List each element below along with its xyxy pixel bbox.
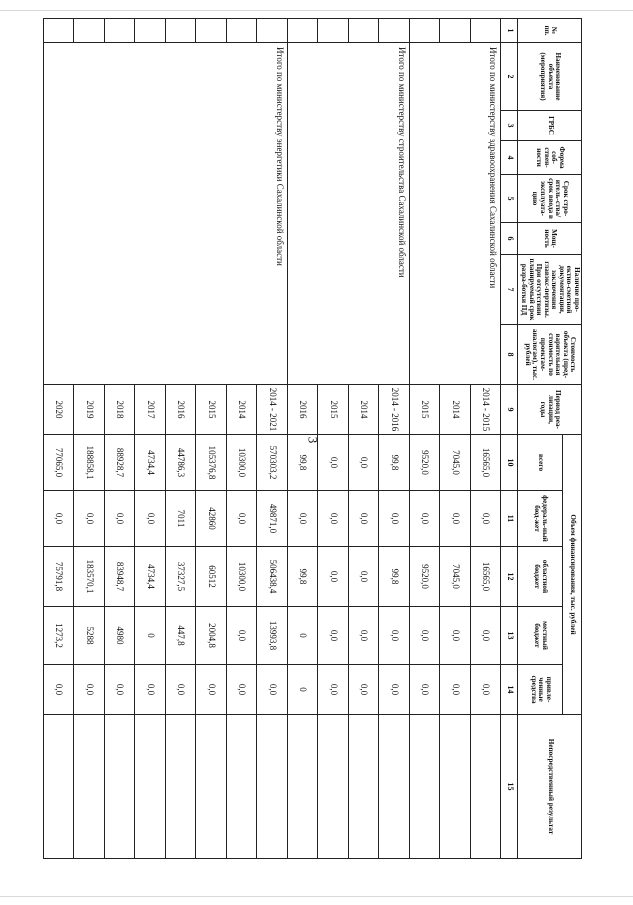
empty-cell bbox=[74, 19, 105, 43]
header-col10: всего bbox=[518, 435, 563, 491]
finance-table bbox=[43, 18, 582, 859]
local-cell: 2004,8 bbox=[196, 607, 227, 665]
column-number: 4 bbox=[501, 141, 518, 175]
period-cell: 2018 bbox=[104, 385, 135, 435]
empty-cell bbox=[135, 19, 166, 43]
page-number: 3 bbox=[305, 436, 321, 444]
local-cell: 0 bbox=[287, 607, 318, 665]
attracted-cell: 0,0 bbox=[74, 665, 105, 715]
total-cell: 570303,2 bbox=[257, 435, 288, 491]
empty-cell bbox=[440, 19, 471, 43]
federal-cell: 0,0 bbox=[287, 491, 318, 547]
empty-cell bbox=[409, 19, 440, 43]
result-cell bbox=[43, 715, 74, 859]
local-cell: 0 bbox=[135, 607, 166, 665]
column-number: 8 bbox=[501, 325, 518, 385]
local-cell: 0,0 bbox=[318, 607, 349, 665]
period-cell: 2014 bbox=[348, 385, 379, 435]
total-cell: 188858,1 bbox=[74, 435, 105, 491]
period-cell: 2014 - 2021 bbox=[257, 385, 288, 435]
local-cell: 0,0 bbox=[379, 607, 410, 665]
federal-cell: 0,0 bbox=[348, 491, 379, 547]
period-cell: 2014 bbox=[226, 385, 257, 435]
total-cell: 88928,7 bbox=[104, 435, 135, 491]
period-cell: 2016 bbox=[287, 385, 318, 435]
header-col4: Форма соб-ствен-ности bbox=[518, 141, 582, 175]
header-col9: Период реа-лизации, годы bbox=[518, 385, 582, 435]
local-cell: 1273,2 bbox=[43, 607, 74, 665]
total-cell: 44786,3 bbox=[165, 435, 196, 491]
result-cell bbox=[257, 715, 288, 859]
result-cell bbox=[409, 715, 440, 859]
regional-cell: 0,0 bbox=[318, 547, 349, 607]
column-number: 2 bbox=[501, 43, 518, 111]
attracted-cell: 0,0 bbox=[348, 665, 379, 715]
result-cell bbox=[196, 715, 227, 859]
period-cell: 2017 bbox=[135, 385, 166, 435]
group-total-label: Итого по министерству строительства Сахалинской области bbox=[287, 43, 409, 385]
column-number: 15 bbox=[501, 715, 518, 859]
result-cell bbox=[74, 715, 105, 859]
result-cell bbox=[440, 715, 471, 859]
result-cell bbox=[470, 715, 501, 859]
local-cell: 0,0 bbox=[348, 607, 379, 665]
header-col15: Непосредственный результат bbox=[518, 715, 582, 859]
local-cell: 0,0 bbox=[226, 607, 257, 665]
attracted-cell: 0,0 bbox=[43, 665, 74, 715]
column-number: 7 bbox=[501, 255, 518, 325]
result-cell bbox=[287, 715, 318, 859]
header-col11: федераль-ный бюд-жет bbox=[518, 491, 563, 547]
attracted-cell: 0,0 bbox=[226, 665, 257, 715]
total-cell: 9520,0 bbox=[409, 435, 440, 491]
column-number: 6 bbox=[501, 223, 518, 255]
column-number: 14 bbox=[501, 665, 518, 715]
total-cell: 77065,0 bbox=[43, 435, 74, 491]
header-col6: Мощ-ность bbox=[518, 223, 582, 255]
empty-cell bbox=[196, 19, 227, 43]
empty-cell bbox=[348, 19, 379, 43]
period-cell: 2014 bbox=[440, 385, 471, 435]
attracted-cell: 0 bbox=[287, 665, 318, 715]
result-cell bbox=[318, 715, 349, 859]
attracted-cell: 0,0 bbox=[379, 665, 410, 715]
header-col1: № пп. bbox=[518, 19, 582, 43]
attracted-cell: 0,0 bbox=[196, 665, 227, 715]
empty-cell bbox=[257, 19, 288, 43]
regional-cell: 83948,7 bbox=[104, 547, 135, 607]
period-cell: 2019 bbox=[74, 385, 105, 435]
total-cell: 7045,0 bbox=[440, 435, 471, 491]
attracted-cell: 0,0 bbox=[165, 665, 196, 715]
column-number: 3 bbox=[501, 111, 518, 141]
local-cell: 0,0 bbox=[470, 607, 501, 665]
federal-cell: 42860 bbox=[196, 491, 227, 547]
regional-cell: 16565,0 bbox=[470, 547, 501, 607]
federal-cell: 0,0 bbox=[43, 491, 74, 547]
federal-cell: 0,0 bbox=[409, 491, 440, 547]
regional-cell: 9520,0 bbox=[409, 547, 440, 607]
rotated-table-container bbox=[54, 18, 582, 858]
result-cell bbox=[379, 715, 410, 859]
period-cell: 2020 bbox=[43, 385, 74, 435]
header-col5: Срок стро-итель-ства/срок ввода в эксплуата-цию bbox=[518, 175, 582, 223]
local-cell: 447,8 bbox=[165, 607, 196, 665]
attracted-cell: 0,0 bbox=[470, 665, 501, 715]
regional-cell: 183570,1 bbox=[74, 547, 105, 607]
scan-edge-bottom bbox=[0, 896, 633, 897]
total-cell: 99,8 bbox=[287, 435, 318, 491]
federal-cell: 7011 bbox=[165, 491, 196, 547]
total-cell: 10300,0 bbox=[226, 435, 257, 491]
period-cell: 2015 bbox=[318, 385, 349, 435]
total-cell: 0,0 bbox=[318, 435, 349, 491]
table-row bbox=[257, 19, 288, 859]
scan-edge-top bbox=[0, 10, 633, 11]
column-number: 10 bbox=[501, 435, 518, 491]
regional-cell: 10300,0 bbox=[226, 547, 257, 607]
group-total-label: Итого по министерству здравоохранения Сахалинской области bbox=[409, 43, 501, 385]
regional-cell: 506438,4 bbox=[257, 547, 288, 607]
header-col3: ГРБС bbox=[518, 111, 582, 141]
local-cell: 13993,8 bbox=[257, 607, 288, 665]
empty-cell bbox=[226, 19, 257, 43]
attracted-cell: 0,0 bbox=[135, 665, 166, 715]
federal-cell: 0,0 bbox=[226, 491, 257, 547]
table-row bbox=[470, 19, 501, 859]
regional-cell: 75791,8 bbox=[43, 547, 74, 607]
total-cell: 105376,8 bbox=[196, 435, 227, 491]
local-cell: 0,0 bbox=[409, 607, 440, 665]
result-cell bbox=[226, 715, 257, 859]
column-number: 9 bbox=[501, 385, 518, 435]
result-cell bbox=[135, 715, 166, 859]
header-col14: привле-ченные средства bbox=[518, 665, 563, 715]
empty-cell bbox=[43, 19, 74, 43]
result-cell bbox=[348, 715, 379, 859]
local-cell: 5288 bbox=[74, 607, 105, 665]
header-col8: Стоимость объекта (пред-варительная стоимость по проектам-аналогам), тыс. рублей bbox=[518, 325, 582, 385]
regional-cell: 99,8 bbox=[379, 547, 410, 607]
empty-cell bbox=[165, 19, 196, 43]
period-cell: 2015 bbox=[409, 385, 440, 435]
header-row-1 bbox=[563, 19, 582, 859]
attracted-cell: 0,0 bbox=[257, 665, 288, 715]
federal-cell: 0,0 bbox=[74, 491, 105, 547]
total-cell: 99,8 bbox=[379, 435, 410, 491]
federal-cell: 0,0 bbox=[104, 491, 135, 547]
regional-cell: 0,0 bbox=[348, 547, 379, 607]
period-cell: 2016 bbox=[165, 385, 196, 435]
header-col7: Наличие про-ектно-сметной документации, заключения главэкс-пертизы. При отсутствии планируемый срок разра-ботки ПД bbox=[518, 255, 582, 325]
group-total-label: Итого по министерству энергетики Сахалинской области bbox=[43, 43, 287, 385]
empty-cell bbox=[104, 19, 135, 43]
header-col13: местный бюджет bbox=[518, 607, 563, 665]
total-cell: 16565,0 bbox=[470, 435, 501, 491]
attracted-cell: 0,0 bbox=[440, 665, 471, 715]
total-cell: 0,0 bbox=[348, 435, 379, 491]
column-number-row bbox=[501, 19, 518, 859]
regional-cell: 99,8 bbox=[287, 547, 318, 607]
column-number: 5 bbox=[501, 175, 518, 223]
attracted-cell: 0,0 bbox=[104, 665, 135, 715]
result-cell bbox=[165, 715, 196, 859]
regional-cell: 7045,0 bbox=[440, 547, 471, 607]
attracted-cell: 0,0 bbox=[409, 665, 440, 715]
federal-cell: 0,0 bbox=[135, 491, 166, 547]
header-funding: Объем финансирования, тыс. рублей bbox=[563, 435, 582, 715]
empty-cell bbox=[287, 19, 318, 43]
header-col2: Наименование объекта (мероприятия) bbox=[518, 43, 582, 111]
total-cell: 4734,4 bbox=[135, 435, 166, 491]
regional-cell: 4734,4 bbox=[135, 547, 166, 607]
period-cell: 2014 - 2016 bbox=[379, 385, 410, 435]
federal-cell: 0,0 bbox=[440, 491, 471, 547]
empty-cell bbox=[470, 19, 501, 43]
header-col12: областной бюджет bbox=[518, 547, 563, 607]
regional-cell: 60512 bbox=[196, 547, 227, 607]
local-cell: 0,0 bbox=[440, 607, 471, 665]
attracted-cell: 0,0 bbox=[318, 665, 349, 715]
federal-cell: 0,0 bbox=[318, 491, 349, 547]
table-row bbox=[379, 19, 410, 859]
empty-cell bbox=[318, 19, 349, 43]
empty-cell bbox=[379, 19, 410, 43]
column-number: 12 bbox=[501, 547, 518, 607]
federal-cell: 49871,0 bbox=[257, 491, 288, 547]
federal-cell: 0,0 bbox=[470, 491, 501, 547]
regional-cell: 37327,5 bbox=[165, 547, 196, 607]
result-cell bbox=[104, 715, 135, 859]
column-number: 13 bbox=[501, 607, 518, 665]
period-cell: 2014 - 2015 bbox=[470, 385, 501, 435]
column-number: 1 bbox=[501, 19, 518, 43]
federal-cell: 0,0 bbox=[379, 491, 410, 547]
local-cell: 4980 bbox=[104, 607, 135, 665]
column-number: 11 bbox=[501, 491, 518, 547]
period-cell: 2015 bbox=[196, 385, 227, 435]
